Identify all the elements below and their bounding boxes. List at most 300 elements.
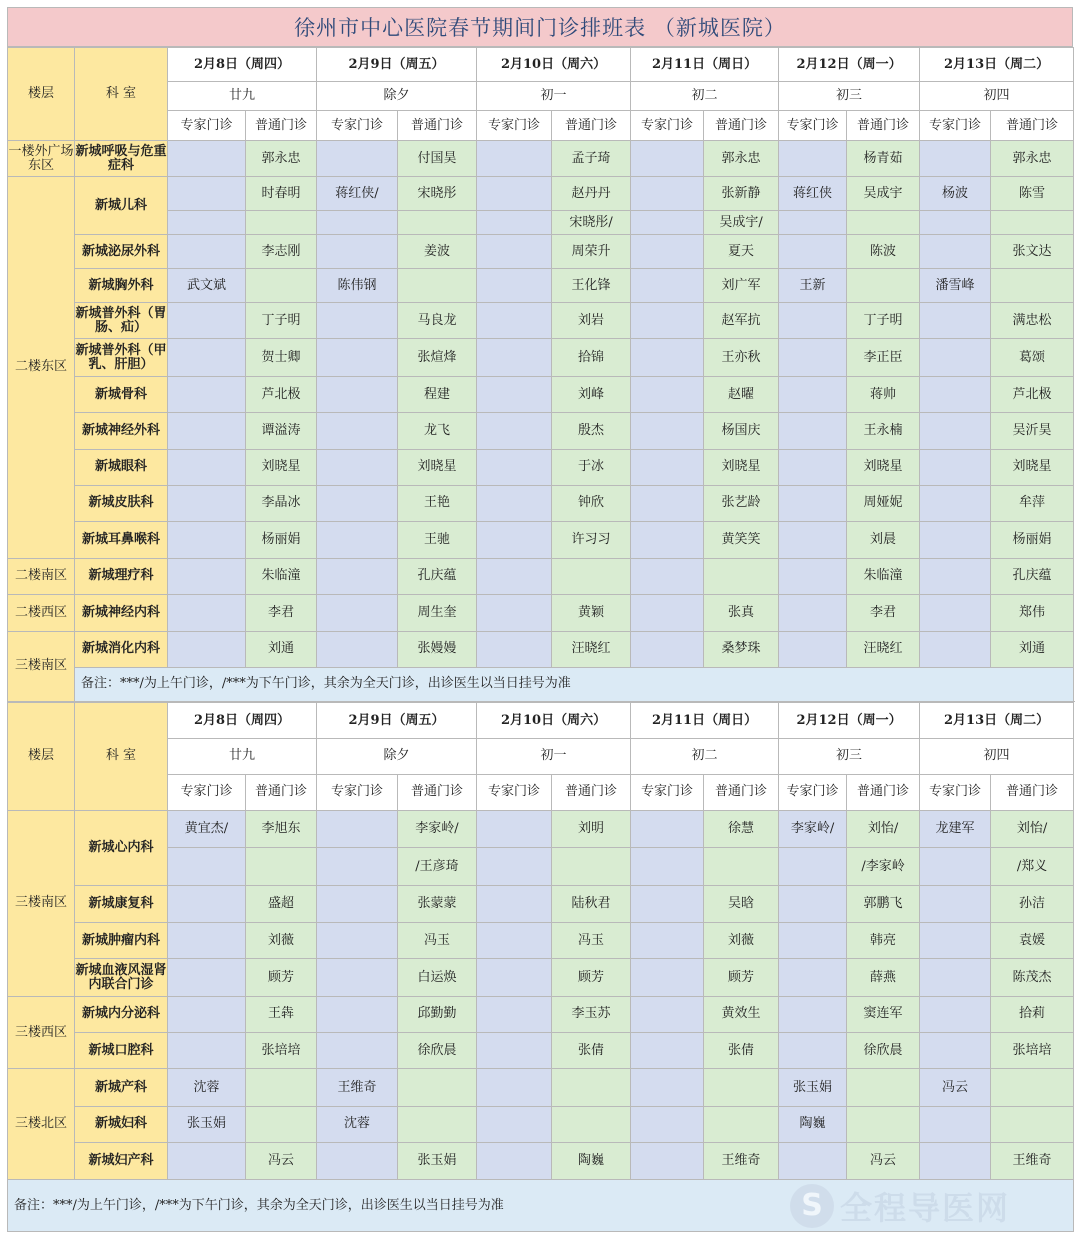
- table-row: [8, 959, 1074, 996]
- general-doctor-cell: 邱勤勤: [398, 996, 477, 1032]
- date-header: 2月8日（周四）: [168, 703, 317, 739]
- department-cell: 新城普外科（胃肠、疝）: [75, 303, 168, 339]
- table-row: [8, 485, 1074, 521]
- general-doctor-cell: 孟子琦: [552, 141, 631, 177]
- general-doctor-cell: 谭溢涛: [246, 413, 317, 449]
- general-doctor-cell: [246, 848, 317, 885]
- general-doctor-cell: 赵丹丹: [552, 177, 631, 211]
- general-doctor-cell: 陆秋君: [552, 885, 631, 922]
- general-doctor-cell: 刘晓星: [991, 449, 1074, 485]
- general-doctor-cell: 芦北极: [246, 377, 317, 413]
- general-doctor-cell: /王彦琦: [398, 848, 477, 885]
- expert-clinic-header: 专家门诊: [317, 774, 398, 810]
- general-doctor-cell: 黄颖: [552, 594, 631, 631]
- general-doctor-cell: 张蒙蒙: [398, 885, 477, 922]
- general-doctor-cell: 贺士卿: [246, 339, 317, 377]
- table-row: [8, 449, 1074, 485]
- floor-cell: 三楼北区: [8, 1069, 75, 1180]
- general-doctor-cell: [552, 1106, 631, 1142]
- general-clinic-header: 普通门诊: [991, 774, 1074, 810]
- expert-doctor-cell: 武文斌: [168, 269, 246, 303]
- expert-doctor-cell: [317, 413, 398, 449]
- expert-doctor-cell: [631, 413, 704, 449]
- expert-clinic-header: 专家门诊: [920, 774, 991, 810]
- expert-doctor-cell: [631, 810, 704, 847]
- department-cell: 新城耳鼻喉科: [75, 521, 168, 558]
- general-doctor-cell: 徐欣晨: [398, 1033, 477, 1069]
- table-row: [8, 1069, 1074, 1106]
- expert-doctor-cell: [477, 235, 552, 269]
- expert-doctor-cell: [168, 923, 246, 959]
- general-doctor-cell: 陈茂杰: [991, 959, 1074, 996]
- expert-doctor-cell: [631, 848, 704, 885]
- general-doctor-cell: 朱临潼: [847, 558, 920, 594]
- general-doctor-cell: 张倩: [552, 1033, 631, 1069]
- general-doctor-cell: 赵曜: [704, 377, 779, 413]
- general-doctor-cell: [246, 269, 317, 303]
- floor-header: 楼层: [8, 48, 75, 141]
- expert-doctor-cell: [477, 177, 552, 211]
- expert-doctor-cell: [477, 1033, 552, 1069]
- table-row: [8, 339, 1074, 377]
- expert-doctor-cell: [477, 1143, 552, 1180]
- expert-doctor-cell: [168, 177, 246, 211]
- expert-doctor-cell: [779, 141, 847, 177]
- general-doctor-cell: [398, 269, 477, 303]
- general-doctor-cell: 吴成宇: [847, 177, 920, 211]
- expert-doctor-cell: [779, 339, 847, 377]
- general-doctor-cell: 吴成宇/: [704, 211, 779, 235]
- general-doctor-cell: 黄效生: [704, 996, 779, 1032]
- general-doctor-cell: 杨丽娟: [991, 521, 1074, 558]
- dept-header: 科 室: [75, 703, 168, 811]
- expert-doctor-cell: [920, 485, 991, 521]
- general-doctor-cell: [552, 1069, 631, 1106]
- general-doctor-cell: 王化锋: [552, 269, 631, 303]
- expert-doctor-cell: [168, 377, 246, 413]
- table-row: [8, 885, 1074, 922]
- general-doctor-cell: [847, 1069, 920, 1106]
- floor-cell: 三楼西区: [8, 996, 75, 1069]
- date-header: 2月11日（周日）: [631, 703, 779, 739]
- expert-doctor-cell: [477, 339, 552, 377]
- expert-doctor-cell: [317, 631, 398, 667]
- general-doctor-cell: [704, 848, 779, 885]
- dept-header: 科 室: [75, 48, 168, 141]
- general-doctor-cell: 刘晓星: [847, 449, 920, 485]
- general-doctor-cell: 陈雪: [991, 177, 1074, 211]
- header-row-clinic-type: [8, 111, 1074, 141]
- general-doctor-cell: [552, 848, 631, 885]
- expert-doctor-cell: [477, 449, 552, 485]
- floor-cell: 二楼东区: [8, 177, 75, 559]
- expert-doctor-cell: [317, 521, 398, 558]
- general-doctor-cell: 孙洁: [991, 885, 1074, 922]
- general-doctor-cell: 顾芳: [704, 959, 779, 996]
- floor-cell: 三楼南区: [8, 810, 75, 996]
- expert-doctor-cell: [477, 631, 552, 667]
- general-doctor-cell: 冯云: [246, 1143, 317, 1180]
- general-doctor-cell: 窦连军: [847, 996, 920, 1032]
- department-cell: 新城神经内科: [75, 594, 168, 631]
- department-cell: 新城普外科（甲乳、肝胆）: [75, 339, 168, 377]
- expert-doctor-cell: 黄宜杰/: [168, 810, 246, 847]
- expert-doctor-cell: [631, 485, 704, 521]
- table-row: [8, 810, 1074, 847]
- expert-doctor-cell: [477, 594, 552, 631]
- expert-doctor-cell: 蒋红侠: [779, 177, 847, 211]
- general-doctor-cell: [991, 1069, 1074, 1106]
- general-doctor-cell: 吴沂昊: [991, 413, 1074, 449]
- expert-clinic-header: 专家门诊: [168, 774, 246, 810]
- expert-doctor-cell: 张玉娟: [779, 1069, 847, 1106]
- expert-doctor-cell: [477, 810, 552, 847]
- table-row: [8, 631, 1074, 667]
- lunar-date-header: 初二: [631, 739, 779, 774]
- date-header: 2月12日（周一）: [779, 703, 920, 739]
- general-doctor-cell: 郭永忠: [991, 141, 1074, 177]
- expert-doctor-cell: [168, 485, 246, 521]
- general-clinic-header: 普通门诊: [847, 774, 920, 810]
- general-doctor-cell: 葛颂: [991, 339, 1074, 377]
- date-header: 2月8日（周四）: [168, 48, 317, 82]
- department-cell: 新城心内科: [75, 810, 168, 885]
- general-doctor-cell: 张嫚嫚: [398, 631, 477, 667]
- table-row: [8, 377, 1074, 413]
- general-doctor-cell: 汪晓红: [552, 631, 631, 667]
- general-doctor-cell: [847, 211, 920, 235]
- expert-doctor-cell: [920, 235, 991, 269]
- expert-doctor-cell: [631, 996, 704, 1032]
- lunar-date-header: 初一: [477, 739, 631, 774]
- general-doctor-cell: 袁媛: [991, 923, 1074, 959]
- general-doctor-cell: 刘晓星: [246, 449, 317, 485]
- general-doctor-cell: 孔庆蕴: [398, 558, 477, 594]
- general-doctor-cell: 张培培: [991, 1033, 1074, 1069]
- general-doctor-cell: 刘怡/: [991, 810, 1074, 847]
- table-row: [8, 141, 1074, 177]
- general-doctor-cell: 李正臣: [847, 339, 920, 377]
- expert-doctor-cell: [168, 959, 246, 996]
- page-title: 徐州市中心医院春节期间门诊排班表 （新城医院）: [7, 7, 1073, 47]
- expert-doctor-cell: 沈蓉: [317, 1106, 398, 1142]
- general-doctor-cell: 时春明: [246, 177, 317, 211]
- expert-doctor-cell: [920, 885, 991, 922]
- general-doctor-cell: 王永楠: [847, 413, 920, 449]
- watermark: [790, 1178, 1075, 1233]
- general-doctor-cell: 李玉苏: [552, 996, 631, 1032]
- expert-doctor-cell: [168, 1143, 246, 1180]
- department-cell: 新城内分泌科: [75, 996, 168, 1032]
- general-doctor-cell: [398, 1106, 477, 1142]
- expert-clinic-header: 专家门诊: [920, 111, 991, 141]
- expert-doctor-cell: [631, 923, 704, 959]
- watermark-text: 全程导医网: [840, 1188, 1011, 1227]
- general-doctor-cell: 周娅妮: [847, 485, 920, 521]
- expert-doctor-cell: 沈蓉: [168, 1069, 246, 1106]
- general-doctor-cell: [246, 1069, 317, 1106]
- header-row-lunar: [8, 82, 1074, 111]
- expert-clinic-header: 专家门诊: [779, 111, 847, 141]
- expert-doctor-cell: 张玉娟: [168, 1106, 246, 1142]
- expert-doctor-cell: [477, 211, 552, 235]
- table-row: [8, 996, 1074, 1032]
- general-doctor-cell: 张真: [704, 594, 779, 631]
- general-doctor-cell: 杨丽娟: [246, 521, 317, 558]
- expert-clinic-header: 专家门诊: [477, 774, 552, 810]
- floor-cell: 二楼西区: [8, 594, 75, 631]
- expert-doctor-cell: [631, 303, 704, 339]
- expert-doctor-cell: [920, 377, 991, 413]
- expert-doctor-cell: [168, 885, 246, 922]
- expert-doctor-cell: [779, 594, 847, 631]
- floor-cell: 一楼外广场东区: [8, 141, 75, 177]
- general-doctor-cell: [704, 558, 779, 594]
- expert-doctor-cell: [317, 141, 398, 177]
- lunar-date-header: 初一: [477, 82, 631, 111]
- expert-doctor-cell: [920, 1106, 991, 1142]
- expert-clinic-header: 专家门诊: [631, 111, 704, 141]
- general-doctor-cell: 满忠松: [991, 303, 1074, 339]
- department-cell: 新城妇科: [75, 1106, 168, 1142]
- general-doctor-cell: 周生奎: [398, 594, 477, 631]
- expert-doctor-cell: 龙建军: [920, 810, 991, 847]
- expert-doctor-cell: [631, 594, 704, 631]
- expert-clinic-header: 专家门诊: [168, 111, 246, 141]
- expert-doctor-cell: [631, 235, 704, 269]
- date-header: 2月13日（周二）: [920, 703, 1074, 739]
- expert-doctor-cell: [631, 449, 704, 485]
- general-clinic-header: 普通门诊: [398, 111, 477, 141]
- date-header: 2月10日（周六）: [477, 48, 631, 82]
- expert-doctor-cell: [317, 1143, 398, 1180]
- general-doctor-cell: /郑义: [991, 848, 1074, 885]
- expert-doctor-cell: [920, 923, 991, 959]
- table-row: [8, 1033, 1074, 1069]
- expert-doctor-cell: 蒋红侠/: [317, 177, 398, 211]
- expert-doctor-cell: [477, 141, 552, 177]
- expert-doctor-cell: [477, 521, 552, 558]
- lunar-date-header: 除夕: [317, 82, 477, 111]
- department-cell: 新城血液风湿肾内联合门诊: [75, 959, 168, 996]
- general-doctor-cell: 李晶冰: [246, 485, 317, 521]
- general-doctor-cell: 张倩: [704, 1033, 779, 1069]
- general-clinic-header: 普通门诊: [398, 774, 477, 810]
- header-row-clinic-type: [8, 774, 1074, 810]
- general-doctor-cell: 李君: [246, 594, 317, 631]
- expert-doctor-cell: [920, 303, 991, 339]
- general-clinic-header: 普通门诊: [847, 111, 920, 141]
- lunar-date-header: 廿九: [168, 82, 317, 111]
- general-doctor-cell: 顾芳: [552, 959, 631, 996]
- general-doctor-cell: 李志刚: [246, 235, 317, 269]
- general-clinic-header: 普通门诊: [246, 774, 317, 810]
- expert-doctor-cell: 陶巍: [779, 1106, 847, 1142]
- table-row: [8, 558, 1074, 594]
- general-doctor-cell: 刘怡/: [847, 810, 920, 847]
- table-row: [8, 594, 1074, 631]
- general-doctor-cell: [991, 269, 1074, 303]
- header-row-dates: [8, 703, 1074, 739]
- date-header: 2月13日（周二）: [920, 48, 1074, 82]
- general-doctor-cell: 白运焕: [398, 959, 477, 996]
- expert-doctor-cell: 王维奇: [317, 1069, 398, 1106]
- expert-doctor-cell: [477, 996, 552, 1032]
- general-clinic-header: 普通门诊: [552, 111, 631, 141]
- expert-clinic-header: 专家门诊: [631, 774, 704, 810]
- expert-doctor-cell: [477, 413, 552, 449]
- expert-doctor-cell: [317, 959, 398, 996]
- expert-doctor-cell: [920, 413, 991, 449]
- general-doctor-cell: 张新静: [704, 177, 779, 211]
- expert-doctor-cell: 杨波: [920, 177, 991, 211]
- general-doctor-cell: [847, 1106, 920, 1142]
- general-doctor-cell: 张文达: [991, 235, 1074, 269]
- remark-note: 备注：***/为上午门诊，/***为下午门诊，其余为全天门诊，出诊医生以当日挂号为准: [8, 1180, 1074, 1232]
- general-doctor-cell: 刘通: [246, 631, 317, 667]
- general-doctor-cell: 杨青茹: [847, 141, 920, 177]
- general-doctor-cell: 杨国庆: [704, 413, 779, 449]
- general-doctor-cell: 刘广军: [704, 269, 779, 303]
- expert-doctor-cell: [317, 594, 398, 631]
- expert-doctor-cell: [317, 211, 398, 235]
- lunar-date-header: 廿九: [168, 739, 317, 774]
- expert-doctor-cell: [631, 1106, 704, 1142]
- general-doctor-cell: 赵军抗: [704, 303, 779, 339]
- expert-doctor-cell: [168, 594, 246, 631]
- expert-doctor-cell: [920, 1033, 991, 1069]
- expert-clinic-header: 专家门诊: [477, 111, 552, 141]
- department-cell: 新城呼吸与危重症科: [75, 141, 168, 177]
- general-doctor-cell: 宋晓彤/: [552, 211, 631, 235]
- expert-doctor-cell: [168, 558, 246, 594]
- general-doctor-cell: 刘薇: [246, 923, 317, 959]
- expert-doctor-cell: [168, 449, 246, 485]
- expert-doctor-cell: [168, 631, 246, 667]
- general-doctor-cell: 蒋帅: [847, 377, 920, 413]
- general-doctor-cell: 周荣升: [552, 235, 631, 269]
- department-cell: 新城皮肤科: [75, 485, 168, 521]
- expert-doctor-cell: [631, 885, 704, 922]
- department-cell: 新城妇产科: [75, 1143, 168, 1180]
- expert-doctor-cell: [779, 1143, 847, 1180]
- lunar-date-header: 初三: [779, 739, 920, 774]
- schedule-table-2: [7, 702, 1074, 1232]
- expert-doctor-cell: [477, 485, 552, 521]
- expert-doctor-cell: [168, 211, 246, 235]
- general-doctor-cell: 夏天: [704, 235, 779, 269]
- general-doctor-cell: 刘峰: [552, 377, 631, 413]
- department-cell: 新城胸外科: [75, 269, 168, 303]
- expert-doctor-cell: [631, 141, 704, 177]
- general-doctor-cell: 龙飞: [398, 413, 477, 449]
- expert-doctor-cell: [631, 211, 704, 235]
- department-cell: 新城神经外科: [75, 413, 168, 449]
- general-clinic-header: 普通门诊: [552, 774, 631, 810]
- expert-doctor-cell: [631, 1069, 704, 1106]
- date-header: 2月11日（周日）: [631, 48, 779, 82]
- note-row: [8, 667, 1074, 701]
- expert-clinic-header: 专家门诊: [779, 774, 847, 810]
- expert-doctor-cell: [168, 339, 246, 377]
- general-doctor-cell: [552, 558, 631, 594]
- expert-doctor-cell: [631, 339, 704, 377]
- general-doctor-cell: 王维奇: [991, 1143, 1074, 1180]
- expert-doctor-cell: [477, 1069, 552, 1106]
- general-doctor-cell: 刘明: [552, 810, 631, 847]
- expert-doctor-cell: [779, 235, 847, 269]
- expert-doctor-cell: [317, 810, 398, 847]
- general-doctor-cell: 郭鹏飞: [847, 885, 920, 922]
- table-row: [8, 1143, 1074, 1180]
- table-row: [8, 269, 1074, 303]
- expert-doctor-cell: [477, 848, 552, 885]
- department-cell: 新城骨科: [75, 377, 168, 413]
- general-doctor-cell: 马良龙: [398, 303, 477, 339]
- table-row: [8, 211, 1074, 235]
- general-doctor-cell: 丁子明: [246, 303, 317, 339]
- general-doctor-cell: 吴晗: [704, 885, 779, 922]
- department-cell: 新城眼科: [75, 449, 168, 485]
- expert-doctor-cell: 王新: [779, 269, 847, 303]
- general-doctor-cell: 许习习: [552, 521, 631, 558]
- header-row-dates: [8, 48, 1074, 82]
- expert-doctor-cell: 冯云: [920, 1069, 991, 1106]
- expert-doctor-cell: [477, 923, 552, 959]
- schedule-table-1: [7, 47, 1074, 702]
- expert-doctor-cell: [168, 996, 246, 1032]
- expert-doctor-cell: [631, 269, 704, 303]
- general-doctor-cell: [704, 1069, 779, 1106]
- date-header: 2月10日（周六）: [477, 703, 631, 739]
- expert-doctor-cell: [168, 303, 246, 339]
- table-row: [8, 303, 1074, 339]
- general-doctor-cell: 刘岩: [552, 303, 631, 339]
- expert-clinic-header: 专家门诊: [317, 111, 398, 141]
- general-doctor-cell: 张艺龄: [704, 485, 779, 521]
- expert-doctor-cell: [920, 449, 991, 485]
- table-row: [8, 413, 1074, 449]
- general-doctor-cell: 刘通: [991, 631, 1074, 667]
- general-doctor-cell: 程建: [398, 377, 477, 413]
- general-doctor-cell: 陶巍: [552, 1143, 631, 1180]
- general-doctor-cell: 刘晓星: [704, 449, 779, 485]
- general-doctor-cell: 王亦秋: [704, 339, 779, 377]
- department-cell: 新城理疗科: [75, 558, 168, 594]
- general-doctor-cell: 于冰: [552, 449, 631, 485]
- expert-doctor-cell: [168, 521, 246, 558]
- expert-doctor-cell: [779, 558, 847, 594]
- expert-doctor-cell: [631, 177, 704, 211]
- general-doctor-cell: 冯玉: [552, 923, 631, 959]
- general-doctor-cell: 顾芳: [246, 959, 317, 996]
- expert-doctor-cell: [317, 885, 398, 922]
- expert-doctor-cell: [477, 377, 552, 413]
- expert-doctor-cell: [631, 959, 704, 996]
- department-cell: 新城肿瘤内科: [75, 923, 168, 959]
- expert-doctor-cell: [317, 235, 398, 269]
- general-doctor-cell: 汪晓红: [847, 631, 920, 667]
- general-doctor-cell: 钟欣: [552, 485, 631, 521]
- general-doctor-cell: 徐慧: [704, 810, 779, 847]
- table-row: [8, 235, 1074, 269]
- table-row: [8, 1106, 1074, 1142]
- expert-doctor-cell: [779, 631, 847, 667]
- general-clinic-header: 普通门诊: [991, 111, 1074, 141]
- general-doctor-cell: 张煊烽: [398, 339, 477, 377]
- general-doctor-cell: 张玉娟: [398, 1143, 477, 1180]
- lunar-date-header: 初二: [631, 82, 779, 111]
